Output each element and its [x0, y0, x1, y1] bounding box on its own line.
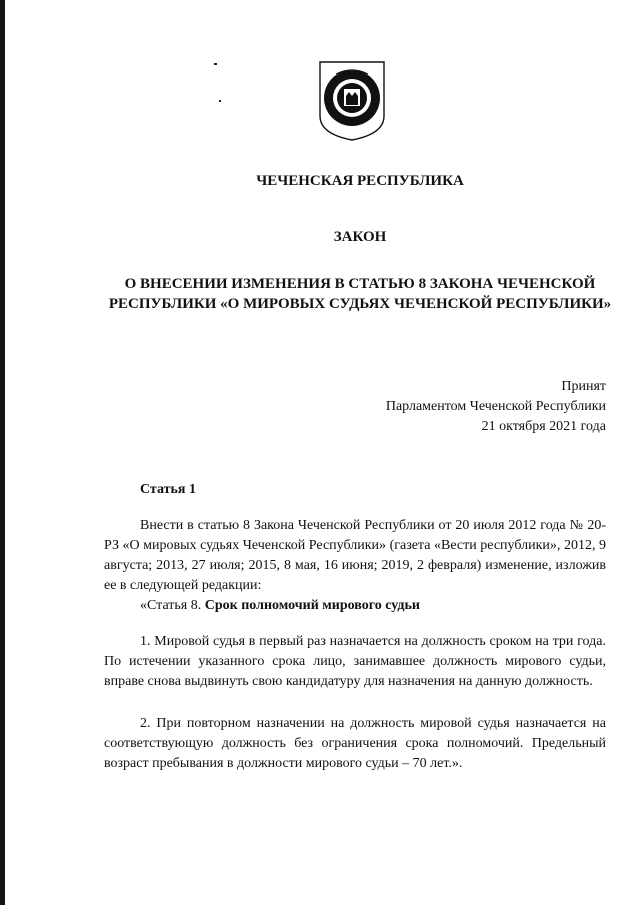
- adoption-label: Принят: [561, 379, 606, 394]
- quoted-article-prefix: «Статья 8.: [140, 598, 202, 613]
- scan-speck: [214, 63, 217, 65]
- law-title: О ВНЕСЕНИИ ИЗМЕНЕНИЯ В СТАТЬЮ 8 ЗАКОНА ЧЕЧЕНСКОЙ РЕСПУБЛИКИ «О МИРОВЫХ СУДЬЯХ ЧЕЧЕНСКОЙ РЕСПУБЛИКИ»: [108, 276, 612, 312]
- adoption-body: Парламентом Чеченской Республики: [385, 399, 606, 414]
- adoption-date: 21 октября 2021 года: [481, 419, 606, 434]
- scan-speck: [219, 100, 221, 102]
- document-type: ЗАКОН: [333, 229, 387, 245]
- article-heading: Статья 1: [140, 482, 196, 497]
- quoted-article-title: Срок полномочий мирового судьи: [204, 598, 420, 613]
- quoted-article-heading: [104, 596, 606, 616]
- article-intro-paragraph: Внести в статью 8 Закона Чеченской Республики от 20 июля 2012 года № 20-РЗ «О мировых судьях Чеченской Республики» (газета «Вести республики», 2012, 9 августа; 2013, 27 июля; 2015, 8 мая, 16 июня; 2019, 2 февраля) изменение, изложив ее в следующей редакции:: [104, 518, 606, 593]
- adoption-block: [386, 377, 606, 437]
- point-2-paragraph: 2. При повторном назначении на должность мировой судья назначается на соответствующую должность без ограничения срока полномочий. Предельный возраст пребывания в должности мирового судьи – 70 лет.».: [104, 716, 606, 771]
- point-1-paragraph: 1. Мировой судья в первый раз назначается на должность сроком на три года. По истечении указанного срока лицо, занимавшее должность мирового судьи, вправе снова выдвинуть свою кандидатуру для назначения на данную должность.: [104, 634, 606, 689]
- coat-of-arms-emblem: [316, 60, 388, 142]
- republic-heading: ЧЕЧЕНСКАЯ РЕСПУБЛИКА: [256, 173, 464, 189]
- scan-border: [0, 0, 5, 905]
